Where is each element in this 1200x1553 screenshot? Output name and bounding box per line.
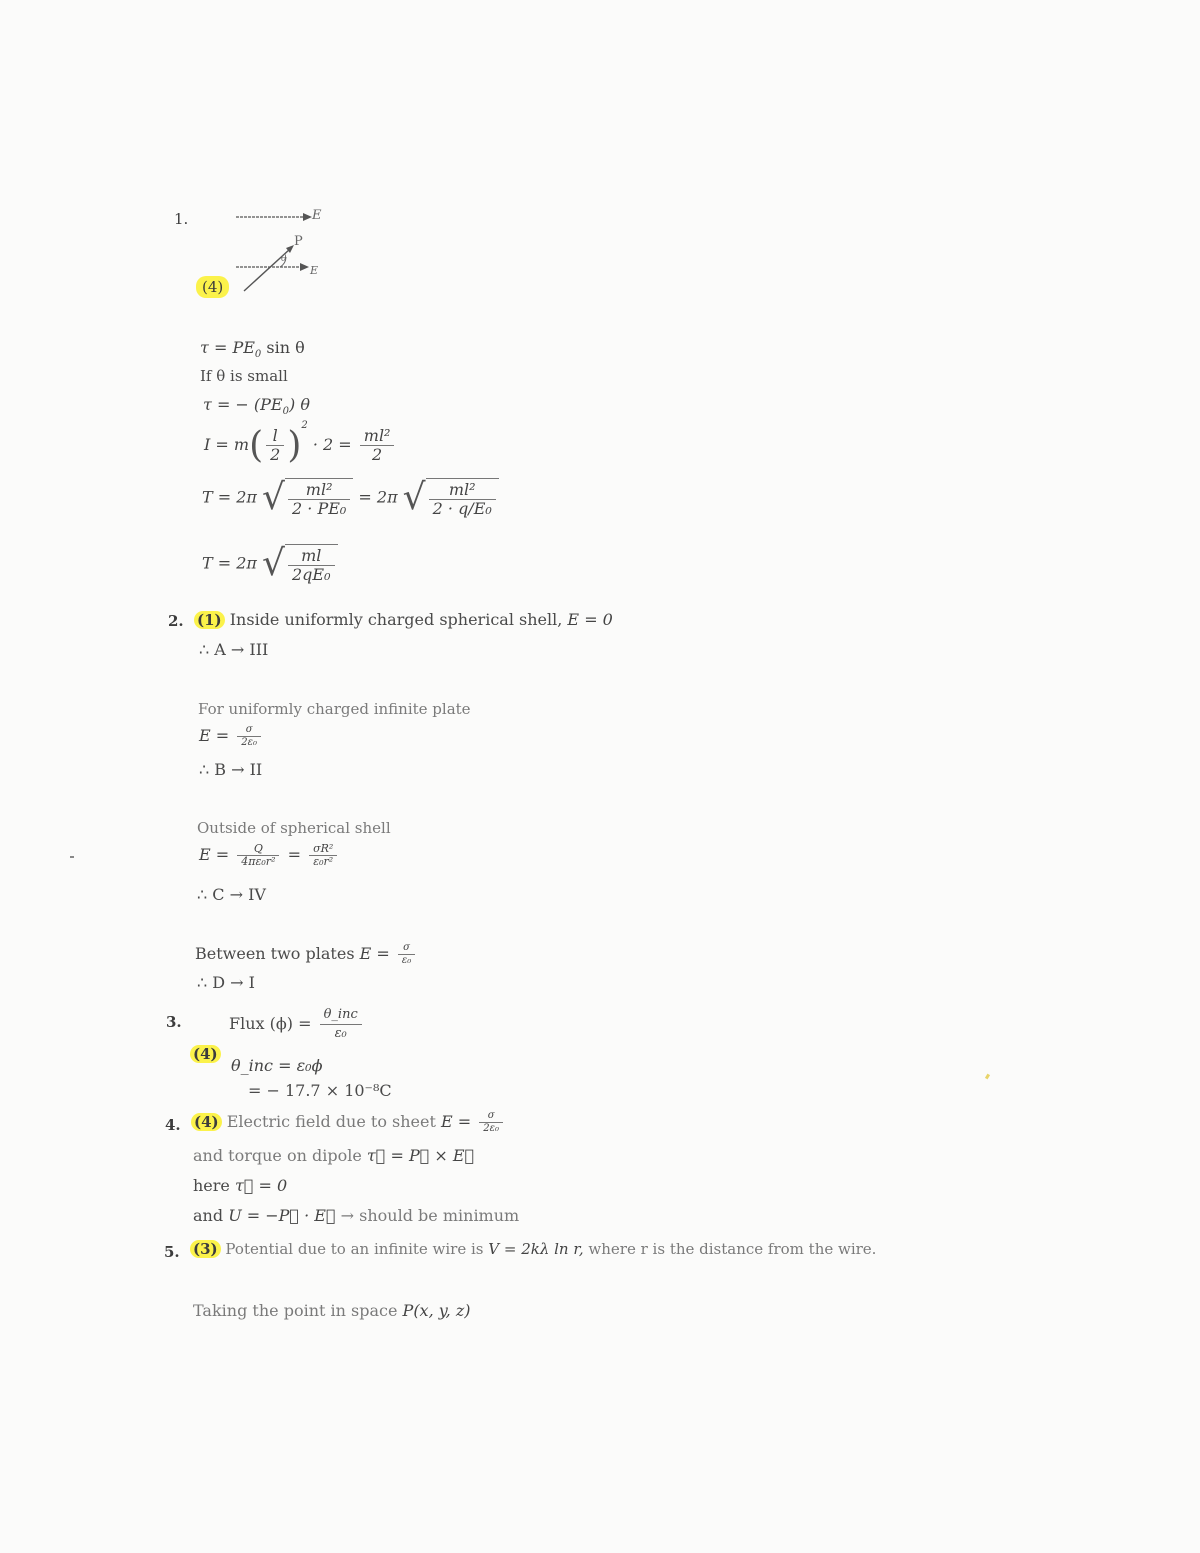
q4-sheet-text: Electric field due to sheet <box>226 1112 436 1131</box>
q1-torque-small-tail: ) θ <box>288 395 310 414</box>
question-2-number: 2. <box>168 612 184 630</box>
question-1-number: 1. <box>174 210 189 228</box>
q1-period-num1: ml² <box>288 481 350 500</box>
q2-plates-lhs: E = <box>359 944 390 963</box>
q4-sheet-lhs: E = <box>441 1112 472 1131</box>
answer-badge: (4) <box>191 1113 222 1131</box>
q1-inertia-frac-num: l <box>266 427 284 446</box>
q1-period-eq: = 2π <box>358 487 398 507</box>
q1-torque-sub: 0 <box>254 349 262 361</box>
q4-energy-tail: → should be minimum <box>340 1206 520 1225</box>
q4-energy-math: U = −P⃗ · E⃗ <box>228 1206 336 1225</box>
question-3-number: 3. <box>166 1013 182 1031</box>
q2-shell-den1: 4πε₀r² <box>241 855 276 868</box>
q1-inertia-exp: 2 <box>301 420 308 431</box>
q4-line-4 <box>193 1206 519 1225</box>
q2-plate-lhs: E = <box>199 726 230 745</box>
q3-charge-value: = − 17.7 × 10⁻⁸C <box>248 1081 392 1100</box>
diagram-theta-label: θ <box>281 254 287 264</box>
q1-inertia-result-den: 2 <box>372 445 383 464</box>
q2-plates-heading: Between two plates <box>195 944 355 963</box>
q1-period-den2: 2 · q/E₀ <box>432 499 492 518</box>
q2-match-c: ∴ C → IV <box>197 885 266 904</box>
q4-torque-text: and torque on dipole <box>193 1146 362 1165</box>
q3-flux-num: θ_inc <box>320 1006 362 1025</box>
q1-torque-small-sub: 0 <box>282 406 289 418</box>
q4-torque-math: τ⃗ = P⃗ × E⃗ <box>366 1146 475 1165</box>
diagram-p-label: P <box>294 234 303 249</box>
q2-shell-lhs: E = <box>199 845 230 864</box>
q2-plate-formula <box>199 724 264 749</box>
q2-plate-den: 2ε₀ <box>241 737 258 748</box>
q4-here-text: here <box>193 1176 230 1195</box>
q1-inertia-lhs: I = m <box>204 435 250 454</box>
q1-period-line: T = 2π √ $\frac{\text{ml²}}{\text{2 · PE₀}}$ = 2π √ $\frac{\text{ml²}}{\text{2 · q/E₀}}$ <box>202 478 499 518</box>
q4-here-math: τ⃗ = 0 <box>234 1176 288 1195</box>
question-3-answer <box>190 1044 221 1063</box>
q5-point-text: Taking the point in space <box>193 1301 398 1320</box>
q2-match-a: ∴ A → III <box>199 640 269 659</box>
q4-line-2 <box>193 1146 474 1165</box>
q1-inertia-mid: · 2 = <box>312 435 352 454</box>
q1-small-angle-text: If θ is small <box>200 367 288 385</box>
q4-sheet-den: 2ε₀ <box>483 1123 500 1134</box>
answer-badge: (1) <box>194 611 225 629</box>
q2-lead-math: E = 0 <box>567 610 613 629</box>
q1-torque-rhs: PE <box>232 338 255 357</box>
answer-badge: (4) <box>190 1045 221 1063</box>
q2-shell-num1: Q <box>237 843 279 856</box>
answer-badge: (4) <box>196 276 229 298</box>
diagram-e-label-bottom: E <box>310 264 319 277</box>
q4-sheet-num: σ <box>479 1110 503 1123</box>
scan-speck <box>70 856 74 858</box>
q1-inertia-frac-den: 2 <box>270 445 281 464</box>
q3-flux-line <box>229 1006 365 1043</box>
q2-shell-formula <box>199 843 340 868</box>
q2-shell-heading: Outside of spherical shell <box>197 819 391 837</box>
q5-potential-text: Potential due to an infinite wire is <box>225 1240 484 1258</box>
q1-period-final-num: ml <box>288 547 335 566</box>
q1-torque-small-lhs: τ = − (PE <box>203 395 283 414</box>
q1-torque-line <box>200 338 305 360</box>
answer-badge: (3) <box>190 1240 221 1258</box>
q3-flux-den: ε₀ <box>334 1026 347 1041</box>
q1-inertia-result-num: ml² <box>360 427 395 446</box>
q5-line-2 <box>193 1301 471 1320</box>
q1-torque-small-line <box>203 395 310 417</box>
q2-shell-den2: ε₀r² <box>313 855 334 868</box>
q2-lead-text: Inside uniformly charged spherical shell, <box>229 610 563 629</box>
question-4-number: 4. <box>165 1116 181 1134</box>
q2-line-1 <box>194 610 613 629</box>
q2-shell-eq: = <box>287 845 301 864</box>
q2-plate-num: σ <box>237 724 261 737</box>
q2-plates-den: ε₀ <box>401 955 412 966</box>
q1-torque-tail: sin θ <box>266 338 305 357</box>
q3-charge-line: θ_inc = ε₀ϕ <box>231 1056 323 1075</box>
q4-line-3 <box>193 1176 287 1195</box>
q5-point-math: P(x, y, z) <box>402 1301 471 1320</box>
q5-potential-tail: where r is the distance from the wire. <box>588 1240 877 1258</box>
q4-line-1 <box>191 1110 506 1135</box>
q1-torque-lhs: τ = <box>200 338 228 357</box>
q2-match-d: ∴ D → I <box>197 973 255 992</box>
question-1-answer <box>196 277 229 296</box>
q1-period-lhs: T = 2π <box>202 487 257 507</box>
question-5-number: 5. <box>164 1243 180 1261</box>
q1-period-final-lhs: T = 2π <box>202 553 257 573</box>
q2-plates-num: σ <box>398 942 415 955</box>
q2-shell-num2: σR² <box>309 843 337 856</box>
diagram-e-label-top: E <box>312 208 322 223</box>
q1-period-final: T = 2π √ $\frac{ml}{\text{2qE₀}}$ <box>202 544 338 584</box>
q5-potential-math: V = 2kλ ln r, <box>488 1240 584 1258</box>
q1-period-den1: 2 · PE₀ <box>292 499 347 518</box>
scan-speck <box>985 1074 990 1080</box>
q2-match-b: ∴ B → II <box>199 760 263 779</box>
q5-line-1 <box>190 1240 876 1258</box>
q2-plates-line <box>195 942 418 967</box>
q2-plate-heading: For uniformly charged infinite plate <box>198 700 471 718</box>
q4-and-text: and <box>193 1206 224 1225</box>
q3-flux-lhs: Flux (ϕ) = <box>229 1014 312 1033</box>
q1-moment-of-inertia: I = m( $\frac{l}{2}$ )$^2$ · 2 = $\frac{\text{ml²}}{2}$ <box>204 420 397 466</box>
q1-period-final-den: 2qE₀ <box>292 565 331 584</box>
q1-period-num2: ml² <box>429 481 496 500</box>
